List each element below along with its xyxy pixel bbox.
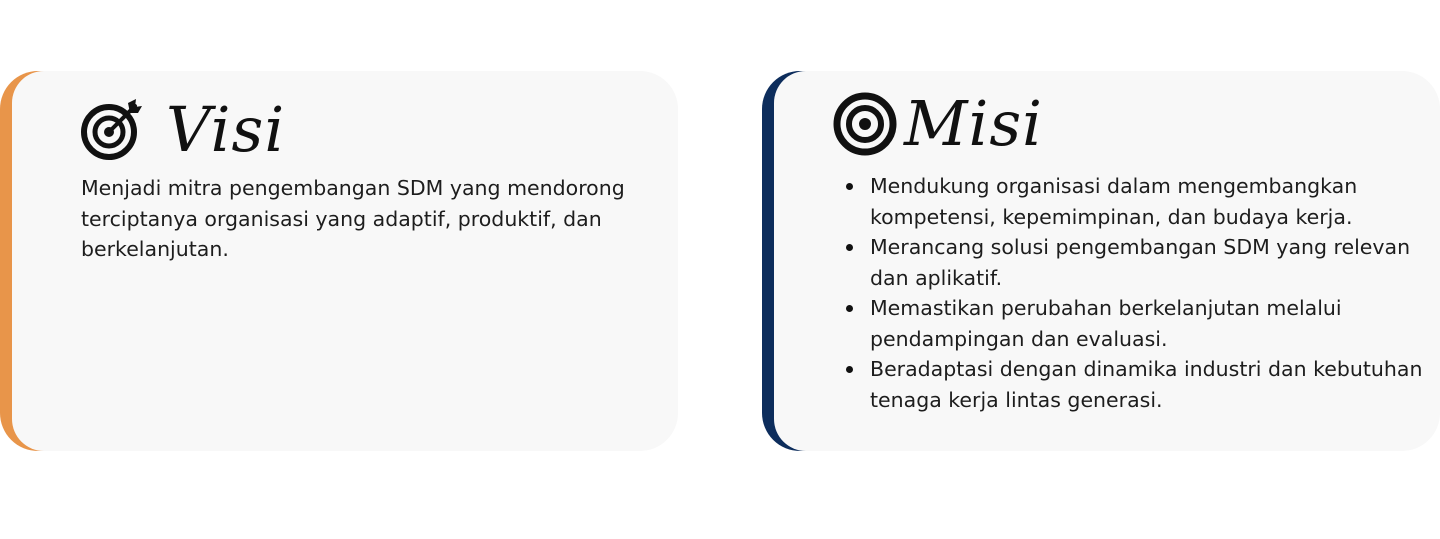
visi-title: Visi: [166, 93, 286, 166]
target-arrow-icon: [80, 97, 146, 163]
misi-title: Misi: [904, 87, 1043, 160]
list-item: [870, 171, 1438, 232]
visi-card: [0, 71, 678, 451]
bullet-icon: [846, 366, 853, 373]
visi-text: Menjadi mitra pengembangan SDM yang mendorong terciptanya organisasi yang adaptif, produktif, dan berkelanjutan.: [81, 176, 625, 261]
bullet-icon: [846, 305, 853, 312]
misi-item-text: Beradaptasi dengan dinamika industri dan kebutuhan tenaga kerja lintas generasi.: [870, 357, 1423, 412]
misi-item-text: Merancang solusi pengembangan SDM yang relevan dan aplikatif.: [870, 235, 1411, 290]
misi-item-text: Memastikan perubahan berkelanjutan melalui pendampingan dan evaluasi.: [870, 296, 1342, 351]
bullseye-icon: [832, 91, 898, 157]
bullet-icon: [846, 244, 853, 251]
misi-card: [762, 71, 1440, 451]
misi-item-text: Mendukung organisasi dalam mengembangkan kompetensi, kepemimpinan, dan budaya kerja.: [870, 174, 1358, 229]
list-item: [870, 232, 1438, 293]
list-item: [870, 293, 1438, 354]
misi-heading: [832, 87, 1043, 160]
misi-list: [870, 171, 1438, 415]
list-item: [870, 354, 1438, 415]
bullet-icon: [846, 183, 853, 190]
visi-heading: [80, 93, 286, 166]
